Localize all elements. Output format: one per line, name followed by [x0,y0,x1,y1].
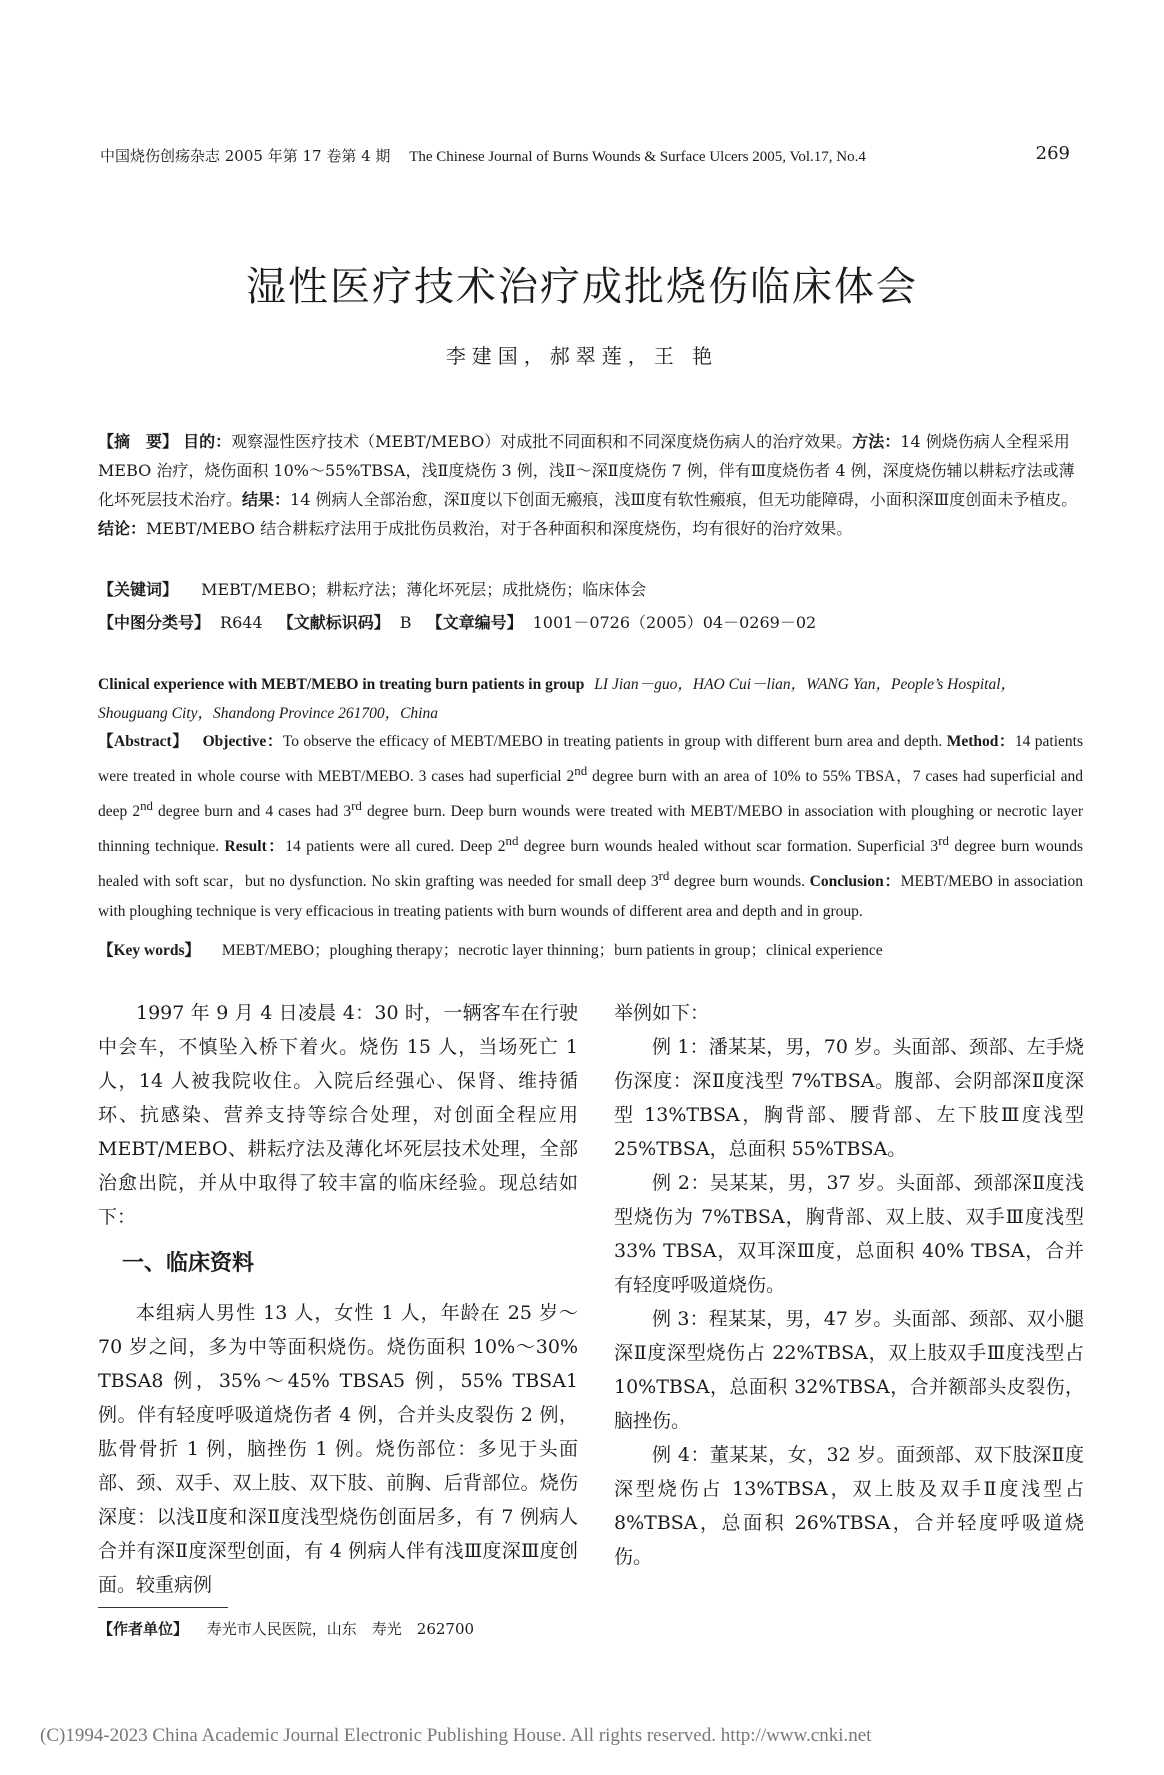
result-text: 14 例病人全部治愈，深Ⅱ度以下创面无瘢痕，浅Ⅲ度有软性瘢痕，但无功能障碍，小面积深Ⅲ度创面未予植皮。 [290,490,1078,509]
objective-text: 观察湿性医疗技术（MEBT/MEBO）对成批不同面积和不同深度烧伤病人的治疗效果。 [231,432,853,451]
conclusion-text: MEBT/MEBO 结合耕耘疗法用于成批伤员救治，对于各种面积和深度烧伤，均有很好的治疗效果。 [146,519,853,538]
sup-rd: rd [938,833,949,849]
conclusion-label: 结论： [98,519,147,538]
journal-name-en: The Chinese Journal of Burns Wounds & Surface Ulcers 2005, Vol.17, No.4 [409,149,866,165]
english-authors: LI Jian－guo，HAO Cui－lian，WANG Yan，People’s Hospital，Shouguang City，Shandong Province 261700，China [98,676,1017,722]
keywords-zh [98,575,1083,604]
en-result-text-4: degree burn wounds. [669,873,806,891]
en-conclusion-text: MEBT/MEBO in association with ploughing technique is very efficacious in treating patients with burn wounds of different area and depth and in group. [98,873,1084,920]
keywords-en [98,936,1083,965]
en-method-text-3: degree burn and 4 cases had 3 [152,803,352,821]
classification-line [98,608,1083,637]
clc-label: 【中图分类号】 [98,613,211,632]
author-affiliation-footnote [98,1618,474,1639]
intro-paragraph: 1997 年 9 月 4 日凌晨 4：30 时，一辆客车在行驶中会车，不慎坠入桥下着火。烧伤 15 人，当场死亡 1 人，14 人被我院收住。入院后经强心、保肾、维持循环、抗感染、营养支持等综合处理，对创面全程应用 MEBT/MEBO、耕耘疗法及薄化坏死层技术处理，全部治愈出院，并从中取得了较丰富的临床经验。现总结如下： [98,1002,578,1228]
article-no-value: 1001－0726（2005）04－0269－02 [532,613,817,632]
sup-rd: rd [351,798,362,814]
en-method-text-2: degree burn with an area of 10% to 55% TBSA，7 cases had superficial and deep 2 [98,768,1083,821]
en-method-text-4: degree burn. Deep burn wounds were treated with MEBT/MEBO in association with ploughing or necrotic layer thinning technique. [98,803,1083,856]
abstract-en [98,727,1083,926]
copyright-line: (C)1994-2023 China Academic Journal Electronic Publishing House. All rights reserved. http://www.cnki.net [40,1725,872,1746]
clc-value: R644 [220,613,263,632]
footnote-text: 寿光市人民医院，山东 寿光 262700 [206,1620,475,1638]
sup-nd: nd [505,833,519,849]
english-title: Clinical experience with MEBT/MEBO in treating burn patients in group [98,676,585,693]
article-no-label: 【文章编号】 [426,613,523,632]
en-objective-label: Objective： [202,733,283,750]
section-heading: 一、临床资料 [122,1251,255,1276]
journal-name-zh: 中国烧伤创疡杂志 2005 年第 17 卷第 4 期 [100,147,391,165]
case-2: 例 2：吴某某，男，37 岁。头面部、颈部深Ⅱ度浅型烧伤为 7%TBSA，胸背部、双上肢、双手Ⅲ度浅型 33% TBSA，双耳深Ⅲ度，总面积 40% TBSA，合并有轻度呼吸道烧伤。 [614,1172,1084,1296]
method-text: 14 例烧伤病人全程采用 MEBO 治疗，烧伤面积 10%～55%TBSA，浅Ⅱ度烧伤 3 例，浅Ⅱ～深Ⅱ度烧伤 7 例，伴有Ⅲ度烧伤者 4 例，深度烧伤辅以耕耘疗法或薄化坏死层技术治疗。 [98,432,1075,509]
method-label: 方法： [852,432,901,451]
en-result-text-1: 14 patients were all cured. Deep 2 [285,838,506,856]
running-header [100,145,1070,166]
en-keywords-label: 【Key words】 [98,942,201,959]
en-result-label: Result： [224,838,286,856]
abstract-label: 【摘 要】 [98,432,179,451]
case-1: 例 1：潘某某，男，70 岁。头面部、颈部、左手烧伤深度：深Ⅱ度浅型 7%TBSA。腹部、会阴部深Ⅱ度深型 13%TBSA，胸背部、腰背部、左下肢Ⅲ度浅型 25%TBSA，总面积 55%TBSA。 [614,1036,1084,1160]
page-number: 269 [1035,143,1070,164]
abstract-zh [98,427,1083,543]
sup-nd: nd [140,798,153,814]
article-title: 湿性医疗技术治疗成批烧伤临床体会 [246,264,918,310]
case-4: 例 4：董某某，女，32 岁。面颈部、双下肢深Ⅱ度深型烧伤占 13%TBSA，双上肢及双手Ⅱ度浅型占 8%TBSA，总面积 26%TBSA，合并轻度呼吸道烧伤。 [614,1444,1084,1568]
en-abstract-label: 【Abstract】 [98,733,189,750]
en-conclusion-label: Conclusion： [809,873,901,891]
en-result-text-2: degree burn wounds healed without scar formation. Superficial 3 [518,838,939,856]
en-keywords-text: MEBT/MEBO；ploughing therapy；necrotic layer thinning；burn patients in group；clinical experience [221,942,883,959]
body-left-column [98,996,578,1602]
en-method-label: Method： [946,733,1015,750]
doc-code-value: B [399,613,412,632]
sup-nd: nd [574,763,588,778]
footnote-rule [98,1607,228,1608]
clinical-data-paragraph: 本组病人男性 13 人，女性 1 人，年龄在 25 岁～70 岁之间，多为中等面积烧伤。烧伤面积 10%～30% TBSA8 例，35%～45% TBSA5 例，55% TBSA1 例。伴有轻度呼吸道烧伤者 4 例，合并头皮裂伤 2 例，肱骨骨折 1 例，脑挫伤 1 例。烧伤部位：多见于头面部、颈、双手、双上肢、双下肢、前胸、后背部位。烧伤深度：以浅Ⅱ度和深Ⅱ度浅型烧伤创面居多，有 7 例病人合并有深Ⅱ度深型创面，有 4 例病人伴有浅Ⅲ度深Ⅲ度创面。较重病例 [98,1302,578,1596]
en-result-text-3: degree burn wounds healed with soft scar，but no dysfunction. No skin grafting was needed for small deep 3 [98,838,1083,891]
case-3: 例 3：程某某，男，47 岁。头面部、颈部、双小腿深Ⅱ度深型烧伤占 22%TBSA，双上肢双手Ⅲ度浅型占 10%TBSA，总面积 32%TBSA，合并额部头皮裂伤，脑挫伤。 [614,1308,1084,1432]
english-title-block [98,670,1083,728]
en-objective-text: To observe the efficacy of MEBT/MEBO in treating patients in group with different burn area and depth. [282,733,943,750]
keywords-text: MEBT/MEBO；耕耘疗法；薄化坏死层；成批烧伤；临床体会 [201,580,647,599]
objective-label: 目的： [183,432,232,451]
keywords-label: 【关键词】 [98,580,179,599]
result-label: 结果： [242,490,291,509]
continued-paragraph: 举例如下： [614,1002,710,1024]
doc-code-label: 【文献标识码】 [277,613,390,632]
footnote-label: 【作者单位】 [98,1620,189,1638]
sup-rd: rd [658,868,670,884]
body-right-column [614,996,1084,1574]
en-method-text-1: 14 patients were treated in whole course with MEBT/MEBO. 3 cases had superficial 2 [98,733,1083,786]
authors: 李建国，郝翠莲，王 艳 [445,344,719,368]
